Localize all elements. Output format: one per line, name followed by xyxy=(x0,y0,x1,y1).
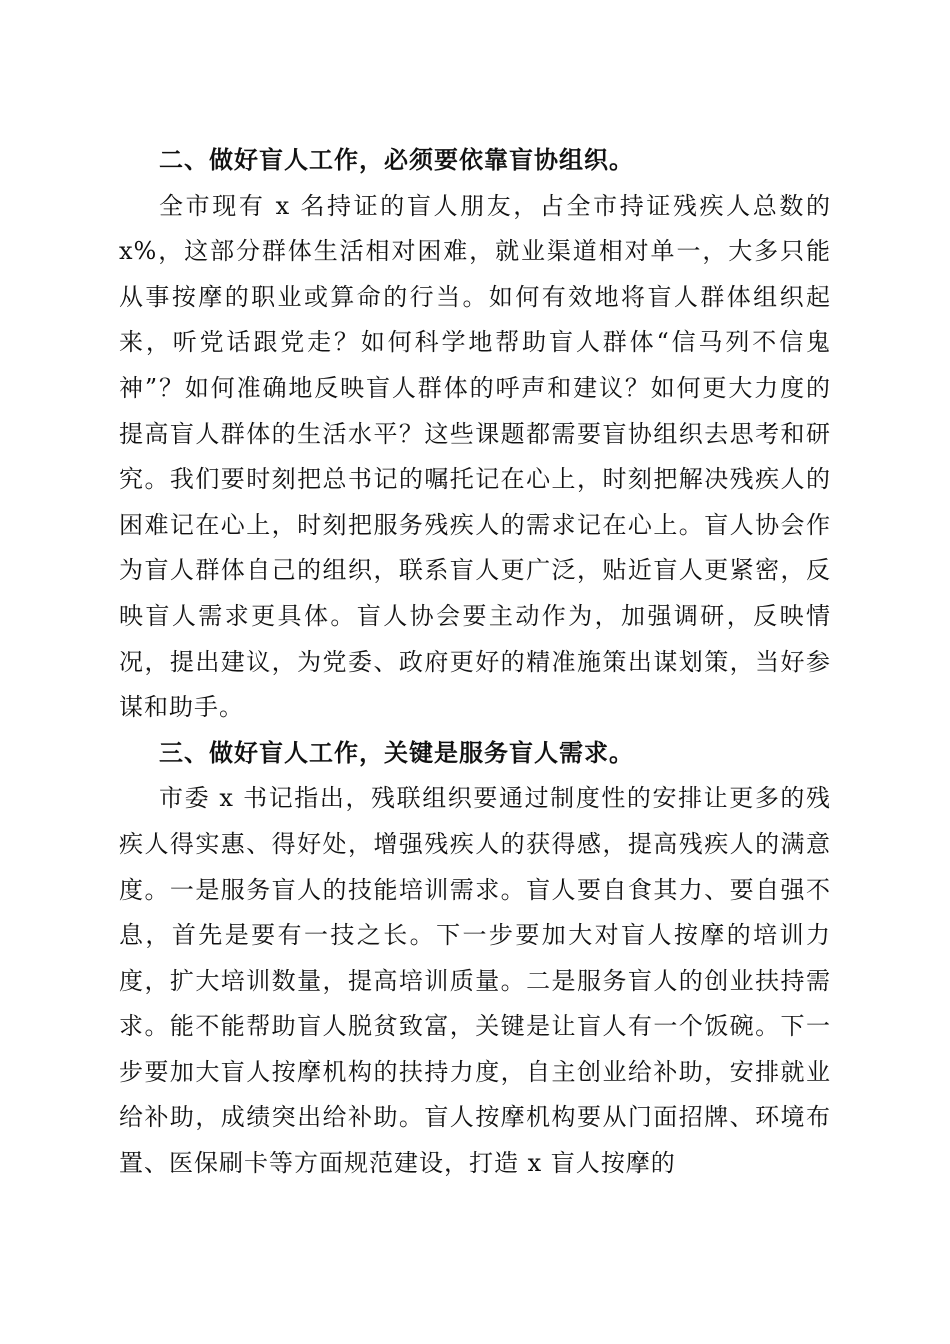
section-heading-3: 三、做好盲人工作，关键是服务盲人需求。 xyxy=(159,738,634,767)
section-paragraph-2: 全市现有 x 名持证的盲人朋友，占全市持证残疾人总数的 x%，这部分群体生活相对困难，就业渠道相对单一，大多只能从事按摩的职业或算命的行当。如何有效地将盲人群体组织起来，听党话跟党走？如何科学地帮助盲人群体“信马列不信鬼神”？如何准确地反映盲人群体的呼声和建议？如何更大力度的提高盲人群体的生活水平？这些课题都需要盲协组织去思考和研究。我们要时刻把总书记的嘱托记在心上，时刻把解决残疾人的困难记在心上，时刻把服务残疾人的需求记在心上。盲人协会作为盲人群体自己的组织，联系盲人更广泛，贴近盲人更紧密，反映盲人需求更具体。盲人协会要主动作为，加强调研，反映情况，提出建议，为党委、政府更好的精准施策出谋划策，当好参谋和助手。 xyxy=(119,191,831,722)
document-body xyxy=(119,138,831,1187)
section-heading-2: 二、做好盲人工作，必须要依靠盲协组织。 xyxy=(159,146,634,174)
section-paragraph-3: 市委 x 书记指出，残联组织要通过制度性的安排让更多的残疾人得实惠、得好处，增强残疾人的获得感，提高残疾人的满意度。一是服务盲人的技能培训需求。盲人要自食其力、要自强不息，首先是要有一技之长。下一步要加大对盲人按摩的培训力度，扩大培训数量，提高培训质量。二是服务盲人的创业扶持需求。能不能帮助盲人脱贫致富，关键是让盲人有一个饭碗。下一步要加大盲人按摩机构的扶持力度，自主创业给补助，安排就业给补助，成绩突出给补助。盲人按摩机构要从门面招牌、环境布置、医保刷卡等方面规范建设，打造 x 盲人按摩的 xyxy=(119,784,831,1178)
